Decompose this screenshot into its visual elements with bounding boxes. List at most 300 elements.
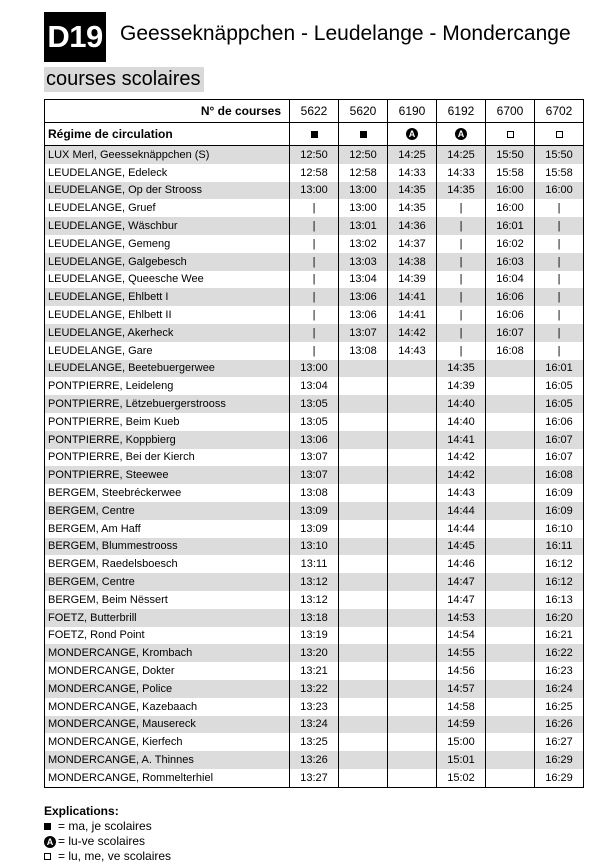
departure-time bbox=[339, 431, 388, 449]
departure-time bbox=[486, 698, 535, 716]
stop-name: LEUDELANGE, Op der Strooss bbox=[45, 182, 290, 200]
departure-time: | bbox=[437, 324, 486, 342]
departure-time: 14:41 bbox=[388, 306, 437, 324]
departure-time: | bbox=[290, 235, 339, 253]
departure-time: 13:02 bbox=[339, 235, 388, 253]
regime-cell bbox=[339, 123, 388, 146]
stop-name: MONDERCANGE, Mausereck bbox=[45, 716, 290, 734]
table-row bbox=[45, 271, 584, 289]
departure-time bbox=[339, 716, 388, 734]
table-row bbox=[45, 449, 584, 467]
departure-time: 16:24 bbox=[535, 680, 584, 698]
stop-name: MONDERCANGE, A. Thinnes bbox=[45, 751, 290, 769]
stop-name: MONDERCANGE, Rommelterhiel bbox=[45, 769, 290, 787]
departure-time: 16:13 bbox=[535, 591, 584, 609]
stop-name: BERGEM, Centre bbox=[45, 573, 290, 591]
departure-time bbox=[486, 733, 535, 751]
stop-name: FOETZ, Butterbrill bbox=[45, 609, 290, 627]
departure-time: 16:06 bbox=[486, 306, 535, 324]
departure-time: 13:23 bbox=[290, 698, 339, 716]
table-row bbox=[45, 182, 584, 200]
table-row bbox=[45, 253, 584, 271]
departure-time: 15:01 bbox=[437, 751, 486, 769]
departure-time: 16:12 bbox=[535, 573, 584, 591]
table-row bbox=[45, 235, 584, 253]
table-row bbox=[45, 306, 584, 324]
departure-time: 14:42 bbox=[388, 324, 437, 342]
departure-time: 13:25 bbox=[290, 733, 339, 751]
departure-time: 13:12 bbox=[290, 573, 339, 591]
legend bbox=[44, 804, 171, 864]
departure-time bbox=[486, 662, 535, 680]
departure-time: | bbox=[290, 271, 339, 289]
departure-time: 16:29 bbox=[535, 751, 584, 769]
regime-row bbox=[45, 123, 584, 146]
departure-time: 14:47 bbox=[437, 591, 486, 609]
departure-time: 13:11 bbox=[290, 555, 339, 573]
regime-cell bbox=[535, 123, 584, 146]
departure-time: 13:10 bbox=[290, 538, 339, 556]
departure-time bbox=[339, 413, 388, 431]
departure-time: 16:07 bbox=[486, 324, 535, 342]
table-row bbox=[45, 662, 584, 680]
departure-time bbox=[339, 377, 388, 395]
departure-time bbox=[388, 573, 437, 591]
departure-time bbox=[388, 751, 437, 769]
table-row bbox=[45, 644, 584, 662]
departure-time bbox=[486, 680, 535, 698]
regime-label: Régime de circulation bbox=[45, 123, 290, 146]
departure-time: 13:07 bbox=[290, 466, 339, 484]
departure-time: 15:00 bbox=[437, 733, 486, 751]
stop-name: PONTPIERRE, Bei der Kierch bbox=[45, 449, 290, 467]
departure-time: 13:18 bbox=[290, 609, 339, 627]
departure-time bbox=[339, 502, 388, 520]
table-row bbox=[45, 413, 584, 431]
stop-name: MONDERCANGE, Krombach bbox=[45, 644, 290, 662]
table-row bbox=[45, 466, 584, 484]
stop-name: LEUDELANGE, Queesche Wee bbox=[45, 271, 290, 289]
table-row bbox=[45, 520, 584, 538]
departure-time bbox=[339, 698, 388, 716]
filled-square-icon bbox=[44, 823, 51, 830]
departure-time: 16:06 bbox=[535, 413, 584, 431]
table-row bbox=[45, 199, 584, 217]
departure-time: 14:39 bbox=[437, 377, 486, 395]
table-row bbox=[45, 217, 584, 235]
legend-text: = lu, me, ve scolaires bbox=[58, 849, 172, 863]
departure-time bbox=[339, 538, 388, 556]
schedule-subtitle: courses scolaires bbox=[44, 67, 204, 92]
departure-time bbox=[339, 360, 388, 378]
departure-time bbox=[486, 751, 535, 769]
departure-time: 13:21 bbox=[290, 662, 339, 680]
departure-time bbox=[339, 591, 388, 609]
departure-time bbox=[388, 484, 437, 502]
table-row bbox=[45, 627, 584, 645]
departure-time bbox=[486, 449, 535, 467]
stop-name: MONDERCANGE, Police bbox=[45, 680, 290, 698]
departure-time: | bbox=[535, 253, 584, 271]
departure-time: 14:56 bbox=[437, 662, 486, 680]
departure-time: 16:02 bbox=[486, 235, 535, 253]
departure-time bbox=[486, 431, 535, 449]
departure-time: 14:44 bbox=[437, 502, 486, 520]
departure-time: 12:50 bbox=[339, 146, 388, 164]
stop-name: BERGEM, Am Haff bbox=[45, 520, 290, 538]
departure-time: 14:43 bbox=[437, 484, 486, 502]
departure-time bbox=[486, 484, 535, 502]
departure-time: 14:43 bbox=[388, 342, 437, 360]
departure-time: 14:35 bbox=[388, 199, 437, 217]
departure-time: 14:39 bbox=[388, 271, 437, 289]
departure-time bbox=[388, 538, 437, 556]
departure-time bbox=[339, 680, 388, 698]
departure-time bbox=[486, 627, 535, 645]
departure-time bbox=[486, 466, 535, 484]
stop-name: LEUDELANGE, Gare bbox=[45, 342, 290, 360]
departure-time: 16:20 bbox=[535, 609, 584, 627]
table-row bbox=[45, 395, 584, 413]
departure-time: 13:06 bbox=[339, 306, 388, 324]
departure-time: 14:33 bbox=[437, 164, 486, 182]
departure-time: | bbox=[535, 342, 584, 360]
table-row bbox=[45, 716, 584, 734]
stop-name: LEUDELANGE, Edeleck bbox=[45, 164, 290, 182]
departure-time: 16:23 bbox=[535, 662, 584, 680]
departure-time: | bbox=[437, 199, 486, 217]
open-square-icon bbox=[44, 853, 51, 860]
departure-time: 14:35 bbox=[388, 182, 437, 200]
stop-name: LEUDELANGE, Ehlbett I bbox=[45, 288, 290, 306]
departure-time bbox=[486, 609, 535, 627]
table-row bbox=[45, 164, 584, 182]
departure-time bbox=[339, 644, 388, 662]
stop-name: PONTPIERRE, Lëtzebuergerstrooss bbox=[45, 395, 290, 413]
departure-time bbox=[388, 431, 437, 449]
stop-name: LEUDELANGE, Wäschbur bbox=[45, 217, 290, 235]
stop-name: LEUDELANGE, Gruef bbox=[45, 199, 290, 217]
departure-time bbox=[486, 377, 535, 395]
departure-time bbox=[388, 627, 437, 645]
departure-time bbox=[486, 395, 535, 413]
stop-name: MONDERCANGE, Kierfech bbox=[45, 733, 290, 751]
stop-name: LEUDELANGE, Gemeng bbox=[45, 235, 290, 253]
departure-time: 13:06 bbox=[339, 288, 388, 306]
table-row bbox=[45, 324, 584, 342]
departure-time bbox=[339, 395, 388, 413]
departure-time: 14:40 bbox=[437, 413, 486, 431]
departure-time: 16:04 bbox=[486, 271, 535, 289]
table-row bbox=[45, 680, 584, 698]
circle-a-icon: A bbox=[455, 128, 467, 140]
departure-time: 16:25 bbox=[535, 698, 584, 716]
legend-text: = ma, je scolaires bbox=[58, 819, 152, 833]
stop-name: MONDERCANGE, Kazebaach bbox=[45, 698, 290, 716]
departure-time: | bbox=[535, 235, 584, 253]
departure-time: | bbox=[437, 342, 486, 360]
course-number: 5622 bbox=[290, 100, 339, 123]
departure-time: 13:27 bbox=[290, 769, 339, 787]
departure-time: 13:20 bbox=[290, 644, 339, 662]
departure-time: 13:24 bbox=[290, 716, 339, 734]
table-row bbox=[45, 484, 584, 502]
departure-time: 16:22 bbox=[535, 644, 584, 662]
departure-time bbox=[388, 769, 437, 787]
departure-time: 14:57 bbox=[437, 680, 486, 698]
timetable bbox=[44, 99, 584, 788]
departure-time: | bbox=[290, 324, 339, 342]
departure-time: 13:00 bbox=[339, 182, 388, 200]
course-number: 6702 bbox=[535, 100, 584, 123]
departure-time: 13:00 bbox=[290, 182, 339, 200]
course-number: 5620 bbox=[339, 100, 388, 123]
departure-time bbox=[486, 555, 535, 573]
departure-time: 14:53 bbox=[437, 609, 486, 627]
departure-time: 16:27 bbox=[535, 733, 584, 751]
departure-time bbox=[486, 502, 535, 520]
departure-time: 16:09 bbox=[535, 484, 584, 502]
stop-name: BERGEM, Beim Nëssert bbox=[45, 591, 290, 609]
legend-item bbox=[44, 849, 171, 864]
departure-time: 16:21 bbox=[535, 627, 584, 645]
departure-time bbox=[486, 644, 535, 662]
table-row bbox=[45, 538, 584, 556]
table-row bbox=[45, 431, 584, 449]
departure-time bbox=[339, 627, 388, 645]
departure-time bbox=[388, 609, 437, 627]
departure-time: 14:25 bbox=[388, 146, 437, 164]
stop-name: PONTPIERRE, Koppbierg bbox=[45, 431, 290, 449]
departure-time bbox=[388, 502, 437, 520]
departure-time: | bbox=[290, 342, 339, 360]
course-number-label: N° de courses bbox=[45, 100, 290, 123]
departure-time: 16:01 bbox=[486, 217, 535, 235]
table-row bbox=[45, 360, 584, 378]
departure-time bbox=[339, 449, 388, 467]
departure-time bbox=[486, 769, 535, 787]
legend-item bbox=[44, 834, 171, 849]
departure-time: 13:00 bbox=[290, 360, 339, 378]
departure-time: 13:05 bbox=[290, 395, 339, 413]
filled-square-icon bbox=[311, 131, 318, 138]
stop-name: PONTPIERRE, Beim Kueb bbox=[45, 413, 290, 431]
stop-name: LEUDELANGE, Galgebesch bbox=[45, 253, 290, 271]
departure-time: | bbox=[290, 199, 339, 217]
departure-time: 14:42 bbox=[437, 449, 486, 467]
departure-time bbox=[486, 538, 535, 556]
departure-time: | bbox=[437, 253, 486, 271]
departure-time: 14:33 bbox=[388, 164, 437, 182]
departure-time bbox=[339, 484, 388, 502]
departure-time: 13:03 bbox=[339, 253, 388, 271]
departure-time: 14:35 bbox=[437, 182, 486, 200]
departure-time: 16:07 bbox=[535, 449, 584, 467]
circle-a-icon: A bbox=[406, 128, 418, 140]
departure-time: 13:12 bbox=[290, 591, 339, 609]
departure-time: 14:41 bbox=[437, 431, 486, 449]
departure-time: 16:12 bbox=[535, 555, 584, 573]
departure-time: 16:26 bbox=[535, 716, 584, 734]
filled-square-icon bbox=[360, 131, 367, 138]
stop-name: LUX Merl, Geesseknäppchen (S) bbox=[45, 146, 290, 164]
departure-time bbox=[339, 520, 388, 538]
departure-time: 13:08 bbox=[339, 342, 388, 360]
table-row bbox=[45, 555, 584, 573]
stop-name: PONTPIERRE, Steewee bbox=[45, 466, 290, 484]
departure-time bbox=[339, 609, 388, 627]
departure-time: 16:10 bbox=[535, 520, 584, 538]
table-row bbox=[45, 146, 584, 164]
departure-time bbox=[486, 573, 535, 591]
departure-time: 14:54 bbox=[437, 627, 486, 645]
departure-time: 16:08 bbox=[486, 342, 535, 360]
table-row bbox=[45, 591, 584, 609]
departure-time bbox=[486, 520, 535, 538]
departure-time: 16:06 bbox=[486, 288, 535, 306]
legend-item bbox=[44, 819, 171, 834]
course-number: 6192 bbox=[437, 100, 486, 123]
departure-time: | bbox=[535, 271, 584, 289]
departure-time: 16:05 bbox=[535, 395, 584, 413]
departure-time: | bbox=[535, 288, 584, 306]
departure-time: 13:26 bbox=[290, 751, 339, 769]
departure-time: 16:08 bbox=[535, 466, 584, 484]
departure-time: 14:58 bbox=[437, 698, 486, 716]
departure-time bbox=[339, 769, 388, 787]
stop-name: LEUDELANGE, Ehlbett II bbox=[45, 306, 290, 324]
departure-time bbox=[339, 662, 388, 680]
stop-name: BERGEM, Blummestrooss bbox=[45, 538, 290, 556]
departure-time bbox=[486, 716, 535, 734]
course-number: 6190 bbox=[388, 100, 437, 123]
departure-time bbox=[388, 591, 437, 609]
stop-name: LEUDELANGE, Beetebuergerwee bbox=[45, 360, 290, 378]
departure-time: 14:37 bbox=[388, 235, 437, 253]
departure-time: | bbox=[437, 235, 486, 253]
departure-time: 14:41 bbox=[388, 288, 437, 306]
stop-name: BERGEM, Centre bbox=[45, 502, 290, 520]
departure-time: 16:05 bbox=[535, 377, 584, 395]
departure-time: 16:00 bbox=[486, 199, 535, 217]
departure-time: | bbox=[290, 306, 339, 324]
departure-time: | bbox=[535, 306, 584, 324]
departure-time bbox=[486, 591, 535, 609]
departure-time: | bbox=[437, 306, 486, 324]
departure-time: | bbox=[437, 271, 486, 289]
departure-time: 14:40 bbox=[437, 395, 486, 413]
table-row bbox=[45, 573, 584, 591]
departure-time: 14:25 bbox=[437, 146, 486, 164]
departure-time: 14:47 bbox=[437, 573, 486, 591]
legend-title: Explications: bbox=[44, 804, 119, 818]
table-row bbox=[45, 769, 584, 787]
departure-time bbox=[339, 466, 388, 484]
departure-time bbox=[486, 413, 535, 431]
course-number: 6700 bbox=[486, 100, 535, 123]
regime-cell bbox=[437, 123, 486, 146]
departure-time: 15:50 bbox=[486, 146, 535, 164]
stop-name: FOETZ, Rond Point bbox=[45, 627, 290, 645]
stop-name: BERGEM, Steebréckerwee bbox=[45, 484, 290, 502]
departure-time: 13:01 bbox=[339, 217, 388, 235]
departure-time: 13:22 bbox=[290, 680, 339, 698]
table-row bbox=[45, 733, 584, 751]
departure-time: | bbox=[535, 217, 584, 235]
departure-time bbox=[388, 716, 437, 734]
table-row bbox=[45, 751, 584, 769]
departure-time bbox=[388, 555, 437, 573]
regime-cell bbox=[388, 123, 437, 146]
table-row bbox=[45, 377, 584, 395]
open-square-icon bbox=[556, 131, 563, 138]
departure-time: 13:00 bbox=[339, 199, 388, 217]
departure-time: 14:55 bbox=[437, 644, 486, 662]
departure-time: 13:07 bbox=[339, 324, 388, 342]
route-title: Geesseknäppchen - Leudelange - Mondercange bbox=[120, 22, 571, 45]
departure-time: 16:07 bbox=[535, 431, 584, 449]
departure-time: 16:11 bbox=[535, 538, 584, 556]
departure-time: 15:02 bbox=[437, 769, 486, 787]
stop-name: LEUDELANGE, Akerheck bbox=[45, 324, 290, 342]
open-square-icon bbox=[507, 131, 514, 138]
departure-time: 13:09 bbox=[290, 520, 339, 538]
table-row bbox=[45, 288, 584, 306]
departure-time bbox=[388, 662, 437, 680]
departure-time: 12:58 bbox=[339, 164, 388, 182]
departure-time bbox=[388, 733, 437, 751]
departure-time: 14:45 bbox=[437, 538, 486, 556]
departure-time bbox=[339, 555, 388, 573]
departure-time: 14:59 bbox=[437, 716, 486, 734]
departure-time: | bbox=[290, 288, 339, 306]
departure-time: 15:50 bbox=[535, 146, 584, 164]
departure-time: 13:19 bbox=[290, 627, 339, 645]
departure-time: 13:07 bbox=[290, 449, 339, 467]
departure-time: | bbox=[437, 288, 486, 306]
departure-time: | bbox=[437, 217, 486, 235]
departure-time bbox=[388, 413, 437, 431]
legend-text: = lu-ve scolaires bbox=[58, 834, 146, 848]
course-number-row bbox=[45, 100, 584, 123]
departure-time: | bbox=[535, 199, 584, 217]
departure-time bbox=[339, 573, 388, 591]
departure-time: 13:06 bbox=[290, 431, 339, 449]
departure-time: 16:01 bbox=[535, 360, 584, 378]
departure-time: 15:58 bbox=[486, 164, 535, 182]
departure-time: 16:00 bbox=[486, 182, 535, 200]
departure-time: 13:08 bbox=[290, 484, 339, 502]
departure-time: 13:04 bbox=[339, 271, 388, 289]
departure-time bbox=[388, 698, 437, 716]
departure-time: | bbox=[290, 217, 339, 235]
departure-time bbox=[388, 395, 437, 413]
departure-time bbox=[388, 520, 437, 538]
departure-time: 12:58 bbox=[290, 164, 339, 182]
departure-time: | bbox=[535, 324, 584, 342]
departure-time bbox=[388, 360, 437, 378]
departure-time: 14:46 bbox=[437, 555, 486, 573]
departure-time: 14:35 bbox=[437, 360, 486, 378]
departure-time: 16:29 bbox=[535, 769, 584, 787]
departure-time: 16:00 bbox=[535, 182, 584, 200]
departure-time: 14:36 bbox=[388, 217, 437, 235]
departure-time bbox=[388, 466, 437, 484]
departure-time bbox=[388, 377, 437, 395]
departure-time: 16:09 bbox=[535, 502, 584, 520]
stop-name: BERGEM, Raedelsboesch bbox=[45, 555, 290, 573]
departure-time: 12:50 bbox=[290, 146, 339, 164]
